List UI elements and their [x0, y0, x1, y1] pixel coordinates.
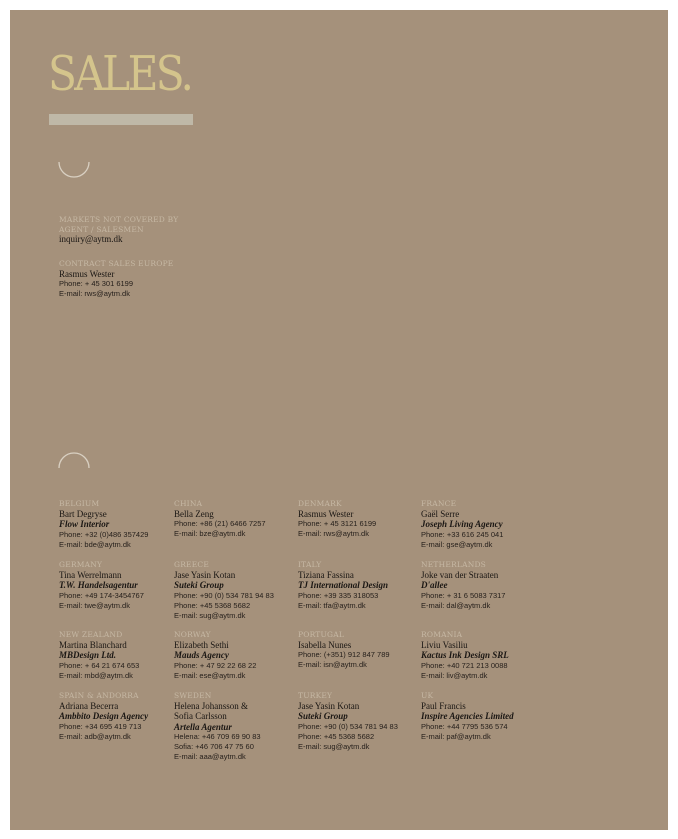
agent-company: D'allee — [421, 580, 448, 590]
agent-phone: Phone: +34 695 419 713 — [59, 721, 142, 731]
agent-email[interactable]: E-mail: dal@aytm.dk — [421, 600, 491, 610]
agent-name: Helena Johansson & — [174, 700, 248, 711]
markets-label: MARKETS NOT COVERED BY AGENT / SALESMEN — [59, 215, 179, 234]
agent-email[interactable]: E-mail: bde@aytm.dk — [59, 539, 131, 549]
agent-name: Tina Werrelmann — [59, 569, 122, 580]
agent-email[interactable]: E-mail: sug@aytm.dk — [298, 741, 370, 751]
agent-phone: Phone: +33 616 245 041 — [421, 529, 504, 539]
agent-company: Joseph Living Agency — [421, 519, 503, 529]
agent-company: Kactus Ink Design SRL — [421, 650, 509, 660]
agent-phone: Phone: + 47 92 22 68 22 — [174, 660, 257, 670]
agent-email[interactable]: E-mail: twe@aytm.dk — [59, 600, 130, 610]
agent-email[interactable]: E-mail: liv@aytm.dk — [421, 670, 488, 680]
agent-country: NETHERLANDS — [421, 560, 487, 569]
agent-country: PORTUGAL — [298, 630, 345, 639]
agent-email[interactable]: E-mail: bze@aytm.dk — [174, 529, 246, 538]
agent-phone: Helena: +46 709 69 90 83 — [174, 732, 261, 741]
agent-country: NEW ZEALAND — [59, 630, 123, 639]
agent-name: Bart Degryse — [59, 508, 107, 519]
agent-country: DENMARK — [298, 499, 342, 508]
markets-not-covered-block — [59, 215, 209, 245]
agent-name: Isabella Nunes — [298, 639, 352, 650]
agent-country: ROMANIA — [421, 630, 463, 639]
agent-company: TJ International Design — [298, 580, 389, 590]
agent-phone: Phone: + 45 3121 6199 — [298, 519, 377, 528]
agent-company: T.W. Handelsagentur — [59, 580, 138, 590]
agent-name: Martina Blanchard — [59, 639, 127, 650]
agent-block-netherlands — [421, 560, 571, 611]
page-title: SALES. — [48, 46, 192, 102]
agent-company: Inspire Agencies Limited — [421, 711, 514, 721]
contract-sales-block — [59, 259, 209, 299]
agent-name: Liviu Vasiliu — [421, 639, 468, 650]
agent-phone: Phone: +49 174-3454767 — [59, 590, 144, 600]
agent-country: NORWAY — [174, 630, 211, 639]
agent-country: TURKEY — [298, 691, 333, 700]
agent-phone: Phone: +45 5368 5682 — [298, 731, 375, 741]
agent-name: Paul Francis — [421, 700, 466, 711]
agent-block-romania — [421, 630, 571, 681]
agent-country: BELGIUM — [59, 499, 100, 508]
agent-name: Bella Zeng — [174, 508, 214, 519]
agent-phone: Phone: +44 7795 536 574 — [421, 721, 508, 731]
agent-name: Tiziana Fassina — [298, 569, 354, 580]
agent-block-france — [421, 499, 571, 550]
agent-email[interactable]: E-mail: paf@aytm.dk — [421, 731, 491, 741]
agent-country: ITALY — [298, 560, 322, 569]
agent-name: Gaël Serre — [421, 508, 460, 519]
agent-company: Mauds Agency — [174, 650, 229, 660]
agent-name: Jase Yasin Kotan — [174, 569, 236, 580]
agent-country: GREECE — [174, 560, 210, 569]
agent-phone: Phone: +86 (21) 6466 7257 — [174, 519, 266, 528]
agent-name: Jase Yasin Kotan — [298, 700, 360, 711]
agent-phone: Phone: + 31 6 5083 7317 — [421, 590, 506, 600]
agent-email[interactable]: E-mail: mbd@aytm.dk — [59, 670, 133, 680]
agent-country: CHINA — [174, 499, 203, 508]
sales-page — [10, 10, 668, 830]
contract-label: CONTRACT SALES EUROPE — [59, 259, 174, 268]
agent-phone: Phone: (+351) 912 847 789 — [298, 650, 390, 659]
agent-email[interactable]: E-mail: ese@aytm.dk — [174, 670, 246, 680]
agent-country: UK — [421, 691, 434, 700]
agent-company: Suteki Group — [174, 580, 224, 590]
arc-ornament-icon — [57, 450, 87, 480]
agent-email[interactable]: E-mail: adb@aytm.dk — [59, 731, 131, 741]
agent-email[interactable]: E-mail: gse@aytm.dk — [421, 539, 493, 549]
agent-phone: Phone: +40 721 213 0088 — [421, 660, 508, 670]
agent-phone: Phone: +39 335 318053 — [298, 590, 379, 600]
agent-company: Artella Agentur — [174, 721, 232, 732]
agent-country: FRANCE — [421, 499, 457, 508]
agent-phone: Phone: + 64 21 674 653 — [59, 660, 140, 670]
agent-phone: Phone: +45 5368 5682 — [174, 600, 251, 610]
contract-email[interactable]: E-mail: rws@aytm.dk — [59, 289, 130, 298]
agent-country: SWEDEN — [174, 691, 212, 700]
agent-company: Ambbito Design Agency — [59, 711, 149, 721]
agent-company: MBDesign Ltd. — [59, 650, 117, 660]
contract-phone: Phone: + 45 301 6199 — [59, 279, 134, 288]
agent-email[interactable]: E-mail: tfa@aytm.dk — [298, 600, 366, 610]
agent-phone: Phone: +90 (0) 534 781 94 83 — [298, 721, 398, 731]
agent-email[interactable]: E-mail: rws@aytm.dk — [298, 529, 369, 538]
agent-phone: Phone: +90 (0) 534 781 94 83 — [174, 590, 274, 600]
markets-email[interactable]: inquiry@aytm.dk — [59, 234, 123, 244]
arc-ornament-icon — [57, 160, 87, 190]
agent-name: Joke van der Straaten — [421, 569, 499, 580]
agent-name: Adriana Becerra — [59, 700, 119, 711]
agent-block-uk — [421, 691, 571, 742]
contract-name: Rasmus Wester — [59, 268, 115, 279]
agent-email[interactable]: E-mail: sug@aytm.dk — [174, 610, 246, 620]
agent-company: Suteki Group — [298, 711, 348, 721]
agent-name: Sofia Carlsson — [174, 711, 227, 721]
agent-email[interactable]: E-mail: isn@aytm.dk — [298, 660, 367, 669]
agent-country: SPAIN & ANDORRA — [59, 691, 139, 700]
agent-country: GERMANY — [59, 560, 103, 569]
title-underline-bar — [49, 114, 193, 125]
agent-phone: Sofia: +46 706 47 75 60 — [174, 742, 254, 751]
agent-email[interactable]: E-mail: aaa@aytm.dk — [174, 752, 246, 761]
agent-name: Rasmus Wester — [298, 508, 354, 519]
agent-name: Elizabeth Sethi — [174, 639, 229, 650]
agent-phone: Phone: +32 (0)486 357429 — [59, 529, 149, 539]
agent-company: Flow Interior — [59, 519, 110, 529]
